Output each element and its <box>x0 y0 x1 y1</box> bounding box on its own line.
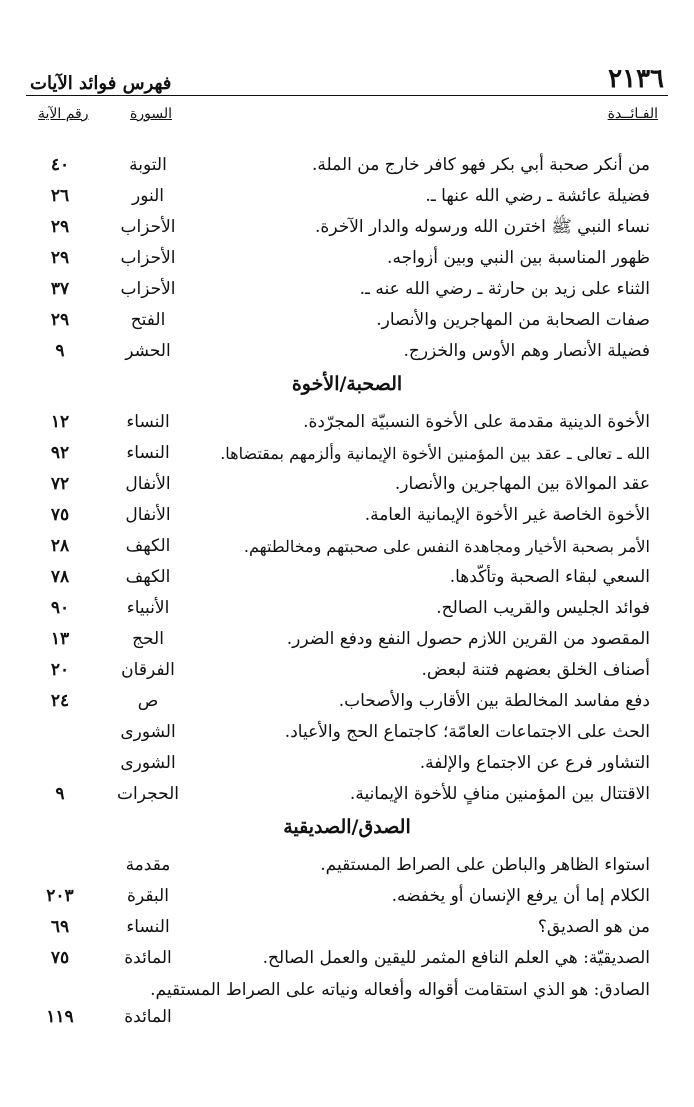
surah-name: النساء <box>126 917 170 937</box>
benefit-text: نساء النبي ﷺ اخترن الله ورسوله والدار الآخرة. <box>315 217 650 237</box>
table-row <box>0 974 694 1032</box>
surah-name: الشورى <box>120 722 176 742</box>
table-row <box>0 686 694 717</box>
table-row <box>0 150 694 181</box>
table-row <box>0 469 694 500</box>
benefit-text: المقصود من القرين اللازم حصول النفع ودفع الضرر. <box>286 629 650 649</box>
surah-name: الأنفال <box>125 474 171 494</box>
verse-number: ٢٠٣ <box>46 886 74 906</box>
surah-name: النساء <box>126 443 170 463</box>
verse-number: ٧٥ <box>50 505 70 525</box>
surah-name: الكهف <box>125 567 171 587</box>
table-row <box>0 562 694 593</box>
surah-name: النور <box>131 186 165 206</box>
section-title-sidq: الصدق/الصديقية <box>283 816 411 838</box>
benefit-text: فضيلة عائشة ـ رضي الله عنها ـ. <box>425 186 650 206</box>
surah-name: الحجرات <box>117 784 179 804</box>
surah-name: النساء <box>126 412 170 432</box>
table-row <box>0 717 694 748</box>
verse-number: ١٣ <box>50 629 70 649</box>
surah-name: الأحزاب <box>120 248 176 268</box>
surah-name: الشورى <box>120 753 176 773</box>
page-number: ٢١٣٦ <box>608 64 664 94</box>
surah-name: ص <box>137 691 159 711</box>
benefit-text: الاقتتال بين المؤمنين منافٍ للأخوة الإيمانية. <box>349 784 650 804</box>
table-row <box>0 531 694 562</box>
benefit-text: الأمر بصحبة الأخيار ومجاهدة النفس على صحبتهم ومخالطتهم. <box>243 537 650 556</box>
table-row <box>0 593 694 624</box>
surah-name: الحشر <box>125 341 171 361</box>
surah-name: الأنبياء <box>126 598 170 618</box>
table-row <box>0 181 694 212</box>
surah-name: الحج <box>132 629 164 649</box>
verse-number: ٩ <box>55 784 65 804</box>
verse-number: ٩٠ <box>50 598 70 618</box>
verse-number: ٢٩ <box>50 248 70 268</box>
benefit-text: الصادق: هو الذي استقامت أقواله وأفعاله ونياته على الصراط المستقيم. <box>150 980 650 1000</box>
benefit-text: التشاور فرع عن الاجتماع والإلفة. <box>419 753 650 773</box>
column-header-benefit: الفـائــدة <box>607 106 658 122</box>
table-row <box>0 624 694 655</box>
verse-number: ٢٩ <box>50 217 70 237</box>
surah-name: مقدمة <box>125 855 171 875</box>
benefit-text: الأخوة الخاصة غير الأخوة الإيمانية العامة. <box>364 505 650 525</box>
verse-number: ٧٥ <box>50 948 70 968</box>
table-row <box>0 212 694 243</box>
surah-name: المائدة <box>124 1007 172 1027</box>
surah-name: الفتح <box>130 310 166 330</box>
verse-number: ٧٨ <box>50 567 70 587</box>
benefit-text: الثناء على زيد بن حارثة ـ رضي الله عنه ـ. <box>359 279 650 299</box>
surah-name: المائدة <box>124 948 172 968</box>
verse-number: ٩ <box>55 341 65 361</box>
surah-name: البقرة <box>127 886 169 906</box>
verse-number: ٢٦ <box>50 186 70 206</box>
benefit-text: عقد الموالاة بين المهاجرين والأنصار. <box>394 474 650 494</box>
benefit-text: استواء الظاهر والباطن على الصراط المستقيم. <box>320 855 650 875</box>
table-row <box>0 274 694 305</box>
table-row <box>0 438 694 469</box>
benefit-text: صفات الصحابة من المهاجرين والأنصار. <box>376 310 650 330</box>
running-header <box>30 60 664 94</box>
surah-name: الأحزاب <box>120 279 176 299</box>
benefit-text: الحث على الاجتماعات العامّة؛ كاجتماع الحج والأعياد. <box>284 722 650 742</box>
running-title: فهرس فوائد الآيات <box>30 73 172 94</box>
benefit-text: ظهور المناسبة بين النبي وبين أزواجه. <box>387 248 650 268</box>
benefit-text: الله ـ تعالى ـ عقد بين المؤمنين الأخوة الإيمانية وألزمهم بمقتضاها. <box>220 444 650 463</box>
table-row <box>0 881 694 912</box>
table-row <box>0 336 694 367</box>
benefit-text: السعي لبقاء الصحبة وتأكّدها. <box>449 567 650 587</box>
verse-number: ٣٧ <box>50 279 70 299</box>
column-header-surah: السورة <box>130 106 172 122</box>
benefit-text: فضيلة الأنصار وهم الأوس والخزرج. <box>403 341 650 361</box>
benefit-text: أصناف الخلق بعضهم فتنة لبعض. <box>421 660 650 680</box>
section-heading-row <box>0 367 694 407</box>
verse-number: ٢٩ <box>50 310 70 330</box>
benefit-text: الأخوة الدينية مقدمة على الأخوة النسبيّة المجرّدة. <box>303 412 650 432</box>
table-row <box>0 779 694 810</box>
benefit-text: دفع مفاسد المخالطة بين الأقارب والأصحاب. <box>338 691 650 711</box>
verse-number: ٦٩ <box>50 917 70 937</box>
table-row <box>0 243 694 274</box>
verse-number: ٢٠ <box>50 660 70 680</box>
verse-number: ٢٤ <box>50 691 70 711</box>
verse-number: ١١٩ <box>46 1007 74 1027</box>
surah-name: الأحزاب <box>120 217 176 237</box>
benefit-text: فوائد الجليس والقريب الصالح. <box>436 598 650 618</box>
table-row <box>0 305 694 336</box>
benefit-text: الكلام إما أن يرفع الإنسان أو يخفضه. <box>391 886 650 906</box>
surah-name: الكهف <box>125 536 171 556</box>
column-header-verse: رقم الآية <box>38 106 89 122</box>
header-rule <box>26 95 668 96</box>
verse-number: ٢٨ <box>50 536 70 556</box>
table-row <box>0 943 694 974</box>
section-heading-row <box>0 810 694 850</box>
table-row <box>0 850 694 881</box>
benefit-text: الصديقيّة: هي العلم النافع المثمر لليقين والعمل الصالح. <box>262 948 650 968</box>
index-table <box>0 150 694 1032</box>
table-row <box>0 912 694 943</box>
verse-number: ١٢ <box>50 412 70 432</box>
benefit-text: من أنكر صحبة أبي بكر فهو كافر خارج من الملة. <box>312 155 650 175</box>
table-row <box>0 500 694 531</box>
section-title-ukhuwwa: الصحبة/الأخوة <box>291 373 403 395</box>
verse-number: ٩٢ <box>50 443 70 463</box>
table-row <box>0 655 694 686</box>
benefit-text: من هو الصديق؟ <box>537 917 650 937</box>
verse-number: ٤٠ <box>50 155 70 175</box>
surah-name: الفرقان <box>121 660 175 680</box>
surah-name: التوبة <box>129 155 167 175</box>
verse-number: ٧٢ <box>50 474 70 494</box>
surah-name: الأنفال <box>125 505 171 525</box>
table-row <box>0 407 694 438</box>
table-row <box>0 748 694 779</box>
